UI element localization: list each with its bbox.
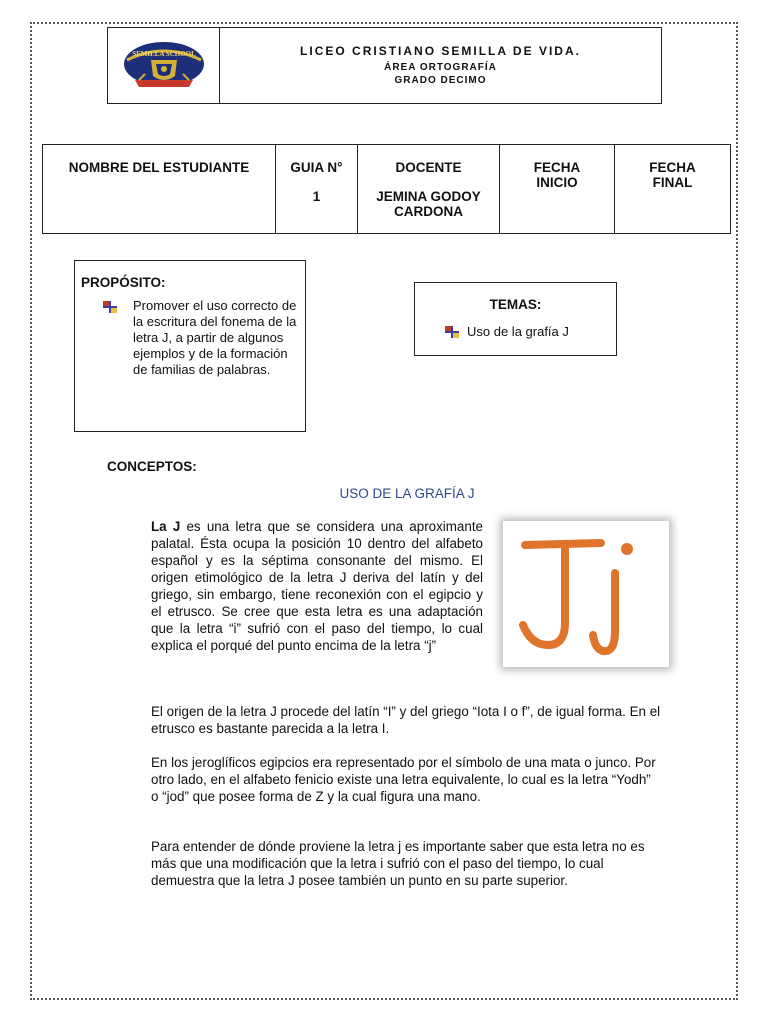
header-text xyxy=(220,28,661,103)
start-date-label: FECHA INICIO xyxy=(533,160,581,190)
student-info-table xyxy=(42,144,731,234)
teacher-label: DOCENTE xyxy=(395,160,462,175)
logo-cell xyxy=(108,28,220,103)
temas-title: TEMAS: xyxy=(489,297,542,312)
paragraph-1-text: es una letra que se considera una aproximante palatal. Ésta ocupa la posición 10 dentro del alfabeto español y es la séptima consonante del mismo. El origen etimológico de la letra J deriva del latín y del griego, sin embargo, tiene reconexión con el egipcio y el etrusco. Se cree que esta letra es una adaptación que la letra “i” sufrió con el paso del tiempo, lo cual explica el porqué del punto encima de la letra “j” xyxy=(151,519,483,653)
proposito-text: Promover el uso correcto de la escritura del fonema de la letra J, a partir de algunos ejemplos y de la formación de familias de palabras. xyxy=(133,298,297,377)
paragraph-1 xyxy=(151,518,483,654)
student-name-cell[interactable] xyxy=(43,145,276,234)
bullet-icon xyxy=(445,326,459,338)
school-crest-icon xyxy=(121,40,207,92)
temas-item xyxy=(415,324,616,339)
teacher-cell xyxy=(358,145,500,234)
temas-item-label: Uso de la grafía J xyxy=(467,324,569,339)
end-date-cell[interactable] xyxy=(615,145,731,234)
proposito-title: PROPÓSITO: xyxy=(81,275,166,290)
guide-value: 1 xyxy=(312,189,321,204)
temas-box xyxy=(414,282,617,356)
school-name: LICEO CRISTIANO SEMILLA DE VIDA. xyxy=(300,44,581,58)
conceptos-heading: CONCEPTOS: xyxy=(107,459,197,474)
section-title: USO DE LA GRAFÍA J xyxy=(339,486,475,501)
bullet-icon xyxy=(81,298,125,378)
logo-text: SEMILLA SCHOOL xyxy=(131,49,196,58)
paragraph-1-lead: La J xyxy=(151,519,181,534)
area-label: ÁREA ORTOGRAFÍA xyxy=(384,62,497,73)
letter-j-image xyxy=(503,521,669,667)
guide-cell xyxy=(276,145,358,234)
paragraph-3: En los jeroglíficos egipcios era representado por el símbolo de una mata o junco. Por otro lado, en el alfabeto fenicio existe una letra equivalente, lo cual es la letra “Yodh” o “jod” que posee forma de Z y la cual figura una mano. xyxy=(151,755,656,804)
student-name-label: NOMBRE DEL ESTUDIANTE xyxy=(68,160,250,175)
guide-label: GUIA N° xyxy=(290,160,343,175)
teacher-value: JEMINA GODOY CARDONA xyxy=(376,189,481,219)
paragraph-2: El origen de la letra J procede del latín “I” y del griego “Iota I o f”, de igual forma. En el etrusco es bastante parecida a la letra I. xyxy=(151,704,661,736)
proposito-box xyxy=(74,260,306,432)
end-date-label: FECHA FINAL xyxy=(649,160,696,190)
document-header xyxy=(107,27,662,104)
proposito-item xyxy=(81,298,299,378)
paragraph-4: Para entender de dónde proviene la letra j es importante saber que esta letra no es más que una modificación que la letra i sufrió con el paso del tiempo, lo cual demuestra que la letra J posee también un punto en su parte superior. xyxy=(151,839,645,888)
grade-label: GRADO DECIMO xyxy=(394,75,487,86)
start-date-cell[interactable] xyxy=(500,145,615,234)
